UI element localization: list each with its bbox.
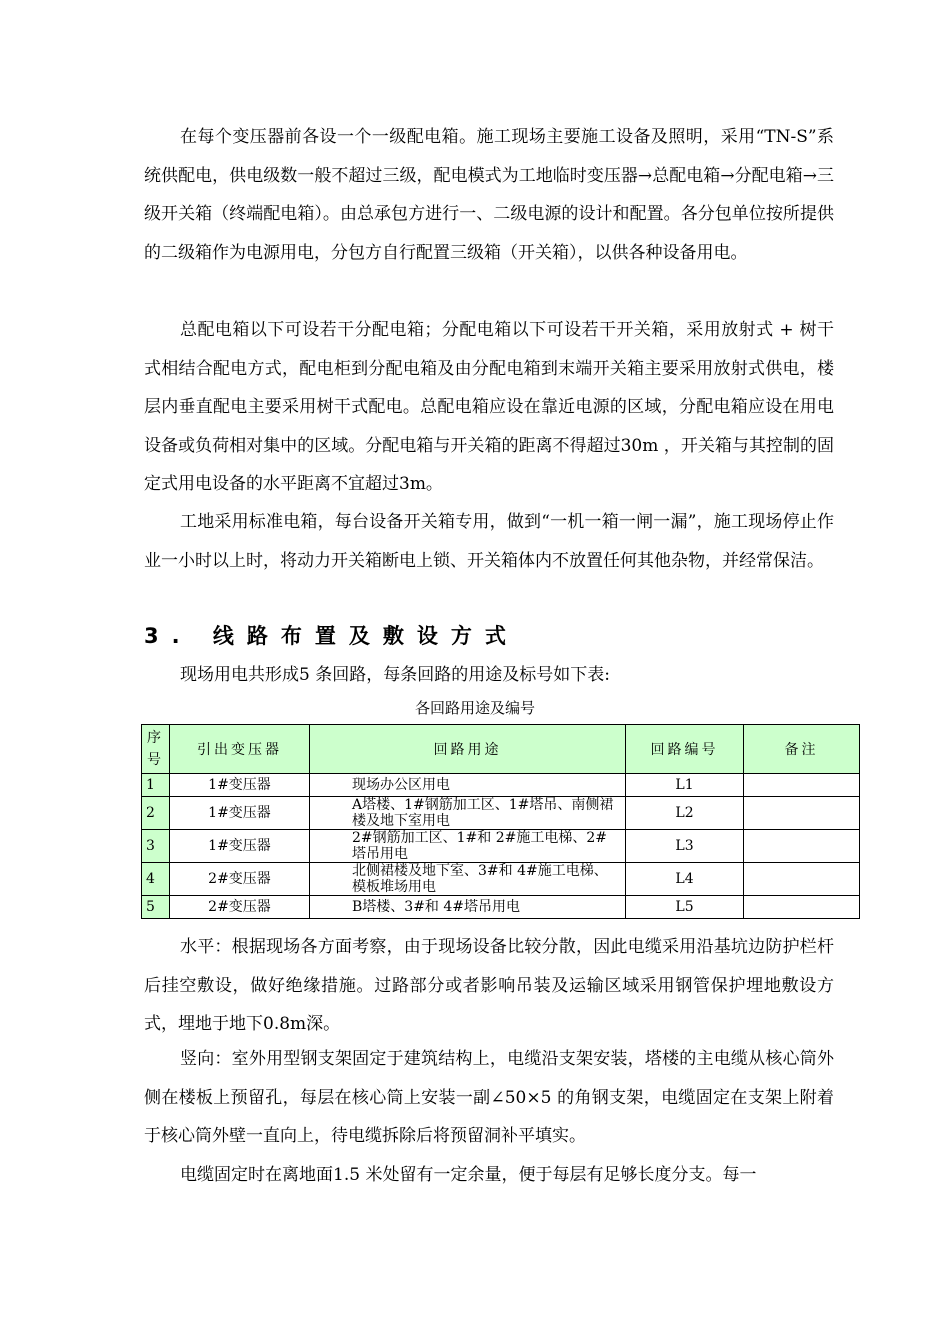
- header-code: 回路编号: [626, 725, 744, 774]
- paragraph-text: 总配电箱以下可设若干分配电箱；分配电箱以下可设若干开关箱，采用放射式 + 树干式相结合配电方式，配电柜到分配电箱及由分配电箱到末端开关箱主要采用放射式供电，楼层内垂直配电主要采用树干式配电。总配电箱应设在靠近电源的区域，分配电箱应设在用电设备或负荷相对集中的区域。分配电箱与开关箱的距离不得超过30m ，开关箱与其控制的固定式用电设备的水平距离不宜超过3m。: [144, 320, 834, 494]
- row-use: [310, 863, 626, 896]
- row-num: 1: [142, 774, 170, 797]
- section-heading: 3. 线路布置及敷设方式: [144, 624, 519, 648]
- row-num: 2: [142, 797, 170, 830]
- paragraph-cable-fixing: [144, 1156, 834, 1195]
- row-use-text: B塔楼、3#和 4#塔吊用电: [352, 899, 521, 915]
- circuit-table: [141, 724, 860, 919]
- table-row: [142, 896, 860, 919]
- row-use-text: A塔楼、1#钢筋加工区、1#塔吊、南侧裙楼及地下室用电: [352, 797, 614, 829]
- table-row: [142, 863, 860, 896]
- row-transformer: 1#变压器: [170, 797, 310, 830]
- lead-sentence: 现场用电共形成5 条回路，每条回路的用途及标号如下表:: [180, 665, 610, 685]
- header-transformer: 引出变压器: [170, 725, 310, 774]
- table-header-row: [142, 725, 860, 774]
- paragraph-distribution-layout: [144, 311, 834, 504]
- row-num: 5: [142, 896, 170, 919]
- row-use: [310, 774, 626, 797]
- row-note: [744, 797, 860, 830]
- paragraph-vertical-laying: [144, 1040, 834, 1156]
- row-code: L1: [626, 774, 744, 797]
- paragraph-text: 工地采用标准电箱，每台设备开关箱专用，做到“一机一箱一闸一漏”，施工现场停止作业一小时以上时，将动力开关箱断电上锁、开关箱体内不放置任何其他杂物，并经常保洁。: [144, 512, 834, 571]
- row-use-text: 现场办公区用电: [352, 777, 450, 793]
- header-use: 回路用途: [310, 725, 626, 774]
- header-seq-line1: 序: [147, 730, 164, 746]
- row-transformer: 2#变压器: [170, 863, 310, 896]
- paragraph-text: 竖向：室外用型钢支架固定于建筑结构上，电缆沿支架安装，塔楼的主电缆从核心筒外侧在楼板上预留孔，每层在核心筒上安装一副∠50×5 的角钢支架，电缆固定在支架上附着于核心筒外壁一直向上，待电缆拆除后将预留洞补平填实。: [144, 1049, 834, 1146]
- header-seq-line2: 号: [147, 752, 164, 768]
- row-transformer: 2#变压器: [170, 896, 310, 919]
- row-code: L5: [626, 896, 744, 919]
- paragraph-standard-boxes: [144, 503, 834, 580]
- header-seq: [142, 725, 170, 774]
- paragraph-text: 水平：根据现场各方面考察，由于现场设备比较分散，因此电缆采用沿基坑边防护栏杆后挂空敷设，做好绝缘措施。过路部分或者影响吊装及运输区域采用钢管保护埋地敷设方式，埋地于地下0.8m深。: [144, 937, 834, 1034]
- paragraph-horizontal-laying: [144, 928, 834, 1044]
- row-num: 3: [142, 830, 170, 863]
- row-note: [744, 774, 860, 797]
- table-row: [142, 797, 860, 830]
- row-use: [310, 896, 626, 919]
- row-use-text: 北侧裙楼及地下室、3#和 4#施工电梯、模板堆场用电: [352, 863, 608, 895]
- table-caption: 各回路用途及编号: [414, 699, 535, 717]
- row-note: [744, 830, 860, 863]
- row-use-text: 2#钢筋加工区、1#和 2#施工电梯、2#塔吊用电: [352, 830, 608, 862]
- paragraph-text: 在每个变压器前各设一个一级配电箱。施工现场主要施工设备及照明，采用“TN-S”系统供配电，供电级数一般不超过三级，配电模式为工地临时变压器→总配电箱→分配电箱→三级开关箱（终端配电箱）。由总承包方进行一、二级电源的设计和配置。各分包单位按所提供的二级箱作为电源用电，分包方自行配置三级箱（开关箱），以供各种设备用电。: [144, 127, 834, 263]
- paragraph-distribution-system: [144, 118, 834, 272]
- table-row: [142, 830, 860, 863]
- row-note: [744, 896, 860, 919]
- row-transformer: 1#变压器: [170, 830, 310, 863]
- paragraph-text: 电缆固定时在离地面1.5 米处留有一定余量，便于每层有足够长度分支。每一: [180, 1165, 757, 1185]
- row-transformer: 1#变压器: [170, 774, 310, 797]
- row-code: L3: [626, 830, 744, 863]
- table-row: [142, 774, 860, 797]
- header-note: 备注: [744, 725, 860, 774]
- row-use: [310, 830, 626, 863]
- row-num: 4: [142, 863, 170, 896]
- row-code: L4: [626, 863, 744, 896]
- row-code: L2: [626, 797, 744, 830]
- row-note: [744, 863, 860, 896]
- row-use: [310, 797, 626, 830]
